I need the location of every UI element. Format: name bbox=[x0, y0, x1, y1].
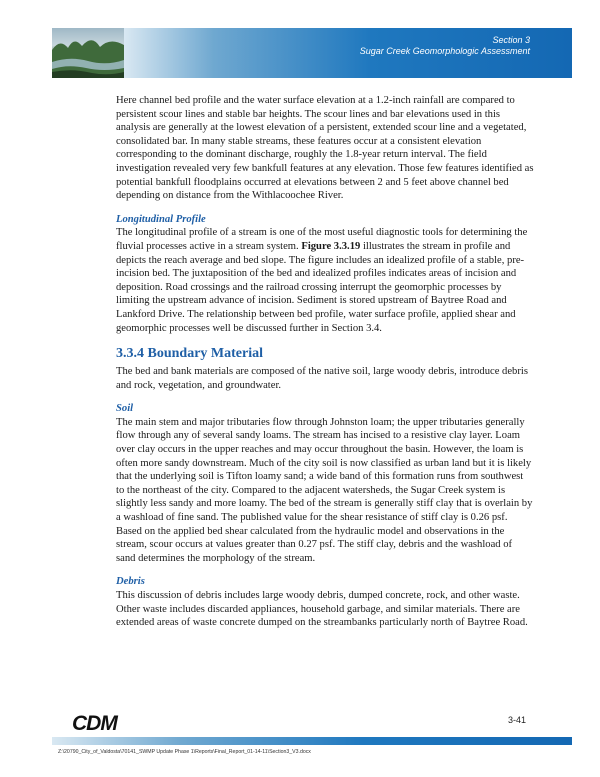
section-heading-boundary-material: 3.3.4 Boundary Material bbox=[116, 346, 263, 362]
paragraph-longitudinal bbox=[116, 226, 534, 335]
file-path: Z:\20790_City_of_Valdosta\70141_SWMP Update Phase 1\Reports\Final_Report_01-14-11\Section3_V3.docx bbox=[58, 749, 311, 755]
header-photo bbox=[52, 28, 124, 78]
figure-reference: Figure 3.3.19 bbox=[301, 240, 361, 252]
paragraph-longitudinal-part1: The longitudinal profile of a stream is one of the most useful diagnostic tools for determining the fluvial processes active in a stream system. bbox=[116, 227, 528, 252]
cdm-logo: CDM bbox=[72, 712, 117, 735]
paragraph-debris: This discussion of debris includes large woody debris, dumped concrete, rock, and other waste. Other waste includes discarded appliances, household garbage, and similar materials. There are extended areas of waste concrete dumped on the streambanks particularly north of Baytree Road. bbox=[116, 590, 528, 629]
header-section: Section 3 bbox=[492, 35, 530, 45]
header-title: Sugar Creek Geomorphologic Assessment bbox=[359, 46, 530, 56]
paragraph-boundary-intro: The bed and bank materials are composed of the native soil, large woody debris, introduce debris and rock, vegetation, and groundwater. bbox=[116, 366, 528, 391]
paragraph-longitudinal-part2: illustrates the stream in profile and depicts the reach average and bed slope. The figure includes an idealized profile of a stable, pre-incision bed. The juxtaposition of the bed and idealized profiles indicates areas of incision and deposition. Road crossings and the railroad crossing interrupt the geomorphic processes by limiting the upstream advance of incision. Sediment is stored upstream of Baytree Road and Lankford Drive. The relationship between bed profile, water surface profile, applied shear and geomorphic processes well be discussed further in Section 3.4. bbox=[116, 240, 525, 334]
page-header bbox=[360, 35, 530, 57]
subheading-debris: Debris bbox=[116, 576, 145, 588]
paragraph-soil: The main stem and major tributaries flow through Johnston loam; the upper tributaries generally flow through any of several sandy loams. The stream has incised to a resistive clay layer. Loam over clay occurs in the upper reaches and may occur throughout the basin. However, the loam is often more sandy downstream. Much of the city soil is now classified as urban land but it is likely that the underlying soil is Tifton loamy sand; a wide band of this formation runs from southwest to the northeast of the city. Compared to the adjacent watersheds, the Sugar Creek system is slightly less sandy and more loamy. The bed of the stream is generally stiff clay that is overlain by a washload of fine sand. The published value for the shear resistance of stiff clay is 0.26 psf. Based on the applied bed shear calculated from the hydraulic model and observations in the stream, scour occurs at values greater than 0.27 psf. The stiff clay, debris and the washload of sand determines the morphology of the stream. bbox=[116, 416, 533, 564]
paragraph-bankfull: Here channel bed profile and the water surface elevation at a 1.2-inch rainfall are compared to persistent scour lines and stable bar heights. The scour lines and bar elevations used in this analysis are generally at the lowest elevation of a persistent, extended scour line and a vegetated, consolidated bar. In many stable streams, these features occur at a consistent elevation corresponding to the dominant discharge, roughly the 1.8-year return interval. The field investigation revealed very few bankfull features at any elevation. Those few features identified as potential bankfull floodplains occurred at elevations between 2 and 5 feet above channel bed depending on distance from the Withlacoochee River. bbox=[116, 95, 534, 202]
subheading-soil: Soil bbox=[116, 403, 134, 415]
subheading-longitudinal-profile: Longitudinal Profile bbox=[116, 213, 206, 225]
page-number: 3-41 bbox=[508, 715, 527, 725]
footer-band bbox=[52, 737, 572, 745]
document-body bbox=[116, 94, 534, 630]
